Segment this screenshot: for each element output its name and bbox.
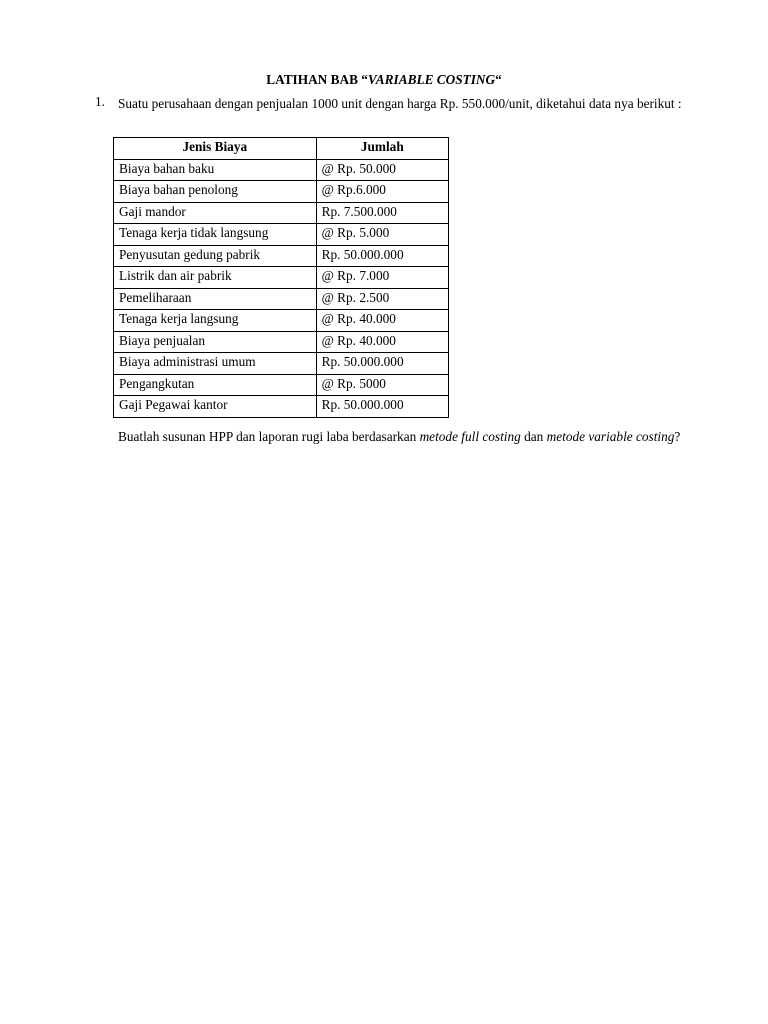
- table-row: [114, 310, 449, 332]
- title-prefix: LATIHAN BAB “: [266, 72, 368, 87]
- table-cell-jumlah: @ Rp. 40.000: [316, 310, 448, 332]
- table-row: [114, 202, 449, 224]
- intro-paragraph: Suatu perusahaan dengan penjualan 1000 unit dengan harga Rp. 550.000/unit, diketahui data nya berikut :: [118, 96, 682, 111]
- table-cell-jenis-biaya: Biaya administrasi umum: [114, 353, 317, 375]
- table-cell-jumlah: Rp. 50.000.000: [316, 353, 448, 375]
- question-paragraph: [118, 426, 698, 448]
- question-text-part: dan: [520, 429, 547, 444]
- table-row: [114, 288, 449, 310]
- column-header-jumlah: Jumlah: [316, 138, 448, 160]
- table-cell-jenis-biaya: Tenaga kerja langsung: [114, 310, 317, 332]
- table-cell-jenis-biaya: Gaji Pegawai kantor: [114, 396, 317, 418]
- table-row: [114, 224, 449, 246]
- table-cell-jumlah: @ Rp. 2.500: [316, 288, 448, 310]
- table-cell-jumlah: Rp. 50.000.000: [316, 245, 448, 267]
- table-cell-jumlah: Rp. 50.000.000: [316, 396, 448, 418]
- table-cell-jenis-biaya: Pengangkutan: [114, 374, 317, 396]
- table-cell-jenis-biaya: Gaji mandor: [114, 202, 317, 224]
- table-row: [114, 245, 449, 267]
- table-cell-jumlah: @ Rp. 50.000: [316, 159, 448, 181]
- table-cell-jumlah: Rp. 7.500.000: [316, 202, 448, 224]
- question-text-part: Buatlah susunan HPP dan laporan rugi laba berdasarkan: [118, 429, 420, 444]
- list-item-number: 1.: [95, 94, 105, 109]
- table-row: [114, 267, 449, 289]
- table-row: [114, 181, 449, 203]
- table-cell-jenis-biaya: Tenaga kerja tidak langsung: [114, 224, 317, 246]
- table-cell-jenis-biaya: Biaya bahan penolong: [114, 181, 317, 203]
- table-cell-jenis-biaya: Biaya penjualan: [114, 331, 317, 353]
- title-suffix: “: [495, 72, 502, 87]
- cost-table: [113, 137, 449, 418]
- table-cell-jenis-biaya: Pemeliharaan: [114, 288, 317, 310]
- table-cell-jumlah: @ Rp. 7.000: [316, 267, 448, 289]
- table-row: [114, 159, 449, 181]
- table-cell-jumlah: @ Rp. 5.000: [316, 224, 448, 246]
- document-title: [0, 71, 768, 89]
- table-cell-jenis-biaya: Penyusutan gedung pabrik: [114, 245, 317, 267]
- table-row: [114, 396, 449, 418]
- question-text-part: ?: [674, 429, 681, 444]
- column-header-jenis-biaya: Jenis Biaya: [114, 138, 317, 160]
- table-header-row: [114, 138, 449, 160]
- table-cell-jumlah: @ Rp.6.000: [316, 181, 448, 203]
- title-emphasis: VARIABLE COSTING: [367, 72, 496, 87]
- table-cell-jenis-biaya: Listrik dan air pabrik: [114, 267, 317, 289]
- table-cell-jumlah: @ Rp. 5000: [316, 374, 448, 396]
- table-cell-jenis-biaya: Biaya bahan baku: [114, 159, 317, 181]
- question-emphasis-full-costing: metode full costing: [419, 429, 521, 444]
- table-row: [114, 353, 449, 375]
- table-row: [114, 374, 449, 396]
- table-cell-jumlah: @ Rp. 40.000: [316, 331, 448, 353]
- question-emphasis-variable-costing: metode variable costing: [546, 429, 675, 444]
- table-row: [114, 331, 449, 353]
